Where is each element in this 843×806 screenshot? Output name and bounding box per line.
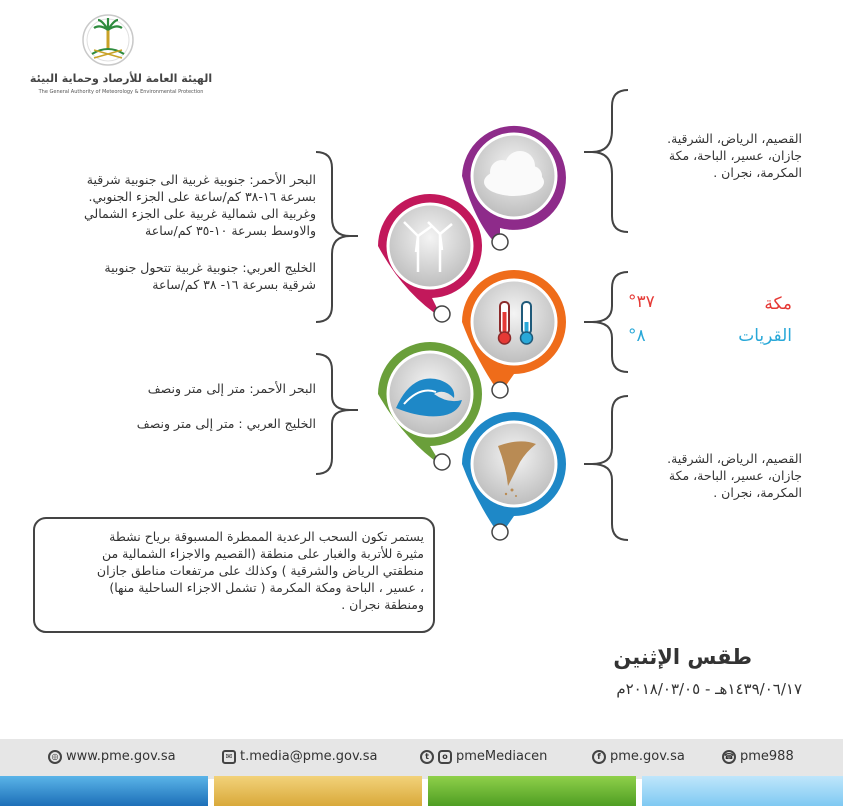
waves-gulf: الخليج العربي : متر إلى متر ونصف: [136, 416, 316, 431]
report-date: ١٤٣٩/٠٦/١٧هـ - ٢٠١٨/٠٣/٠٥م: [616, 680, 802, 698]
waves-red-sea: البحر الأحمر: متر إلى متر ونصف: [147, 381, 316, 396]
max-temp-value: °٣٧: [628, 292, 655, 312]
footer-phone[interactable]: [722, 749, 794, 764]
logo-english-name: The General Authority of Meteorology & Environmental Protection: [38, 89, 204, 95]
max-temp-city: مكة: [764, 294, 792, 314]
clouds-line: القصيم، الرياض، الشرقية.: [667, 131, 802, 146]
email-icon: ✉: [222, 750, 236, 764]
min-temp-value: °٨: [628, 326, 646, 346]
footer-social[interactable]: [420, 749, 547, 764]
dust-line: جازان، عسير، الباحة، مكة: [668, 468, 802, 483]
twitter-icon: t: [420, 750, 434, 764]
wind-gulf-line: الخليج العربي: جنوبية غربية تتحول جنوبية: [104, 260, 316, 275]
page-title: طقس الإثنين: [613, 645, 752, 669]
website-text: www.pme.gov.sa: [66, 749, 176, 764]
summary-text: [44, 528, 424, 613]
footer-facebook[interactable]: [592, 749, 685, 764]
phone-icon: ☎: [722, 750, 736, 764]
wind-red-sea-line: بسرعة ١٦-٣٨ كم/ساعة على الجزء الجنوبي.: [88, 189, 316, 204]
footer-email[interactable]: [222, 749, 378, 764]
wind-gulf-line: شرقية بسرعة ١٦- ٣٨ كم/ساعة: [152, 277, 316, 292]
wind-description: [40, 171, 316, 293]
dust-regions: [612, 450, 802, 501]
footer-band-sky: [642, 776, 843, 806]
dust-pin: [462, 412, 566, 540]
footer-band-plants: [428, 776, 636, 806]
facebook-icon: f: [592, 750, 606, 764]
wind-bracket: [316, 152, 350, 322]
wind-red-sea-line: والاوسط بسرعة ١٠-٣٥ كم/ساعة: [145, 223, 316, 238]
summary-line: مثيرة للأتربة والغبار على منطقة (القصيم والاجزاء الشمالية من: [101, 546, 424, 561]
logo-arabic-name: الهيئة العامة للأرصاد وحماية البيئة: [29, 72, 213, 85]
summary-line: ، عسير ، الباحة ومكة المكرمة ( تشمل الاجزاء الساحلية منها): [109, 580, 424, 595]
wind-red-sea-line: وغربية الى شمالية غربية على الجزء الشمالي: [84, 206, 316, 221]
email-text: t.media@pme.gov.sa: [240, 749, 378, 764]
globe-icon: ◎: [48, 750, 62, 764]
phone-text: pme988: [740, 749, 794, 764]
social-text: pmeMediacen: [456, 749, 548, 764]
footer-bar: [0, 739, 843, 779]
temperature-bracket: [592, 272, 628, 372]
min-temp-city: القريات: [738, 326, 792, 346]
instagram-icon: o: [438, 750, 452, 764]
footer-band-sand: [214, 776, 422, 806]
waves-bracket: [316, 354, 350, 474]
summary-line: ومنطقة نجران .: [341, 597, 424, 612]
clouds-line: جازان، عسير، الباحة، مكة: [668, 148, 802, 163]
summary-line: يستمر تكون السحب الرعدية الممطرة المسبوقة برياح نشطة: [109, 529, 424, 544]
footer-website[interactable]: [48, 749, 176, 764]
summary-line: منطقتي الرياض والشرقية ) وكذلك على مرتفعات مناطق جازان: [96, 563, 424, 578]
clouds-line: المكرمة، نجران .: [713, 165, 802, 180]
dust-line: المكرمة، نجران .: [713, 485, 802, 500]
footer-band-water: [0, 776, 208, 806]
dust-line: القصيم، الرياض، الشرقية.: [667, 451, 802, 466]
wind-red-sea-line: البحر الأحمر: جنوبية غربية الى جنوبية شرقية: [86, 172, 316, 187]
facebook-text: pme.gov.sa: [610, 749, 685, 764]
waves-description: [60, 380, 316, 432]
clouds-regions: [612, 130, 802, 181]
